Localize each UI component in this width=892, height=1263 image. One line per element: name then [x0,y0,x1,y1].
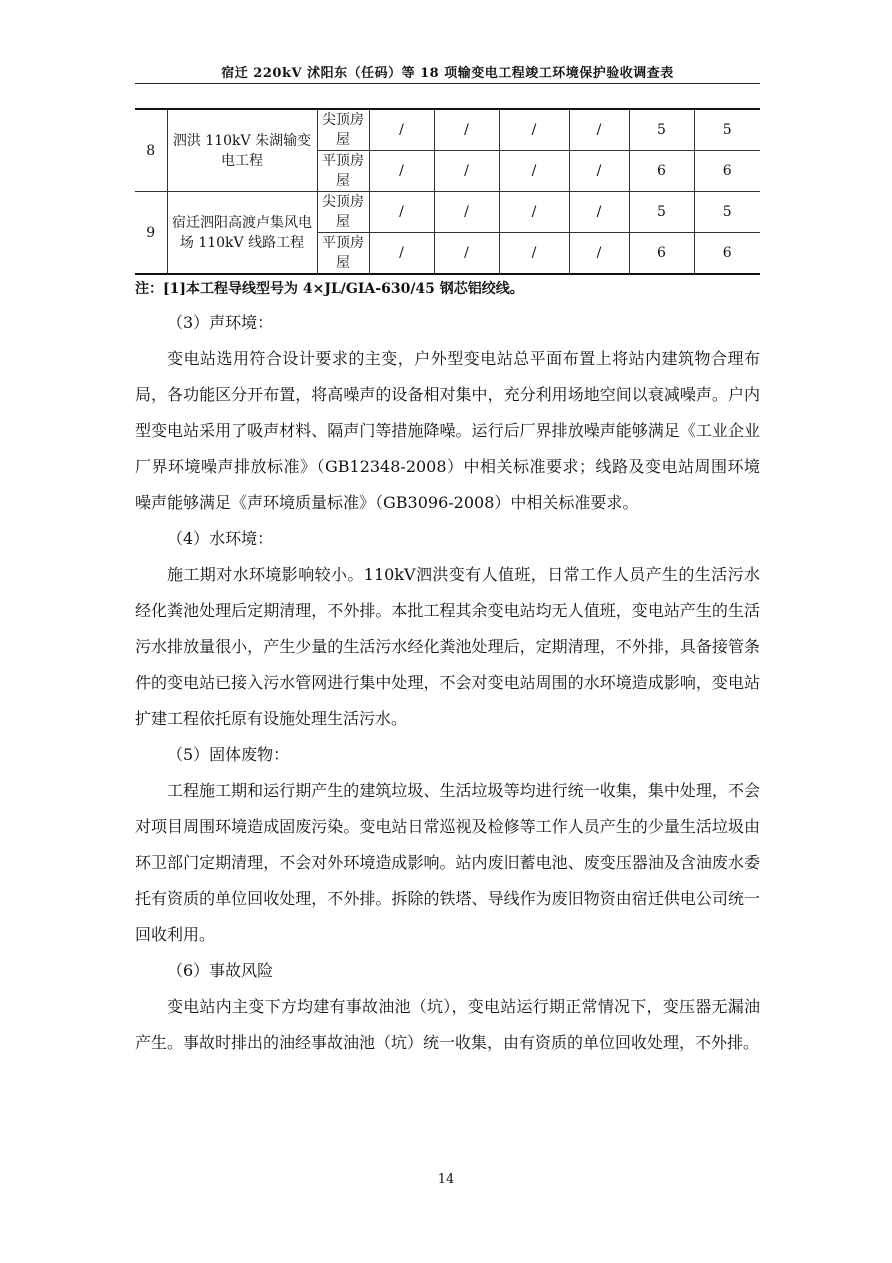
sound-heading: （3）声环境： [167,313,274,332]
table-cell: 6 [694,151,760,192]
building-type: 平顶房屋 [317,233,369,275]
table-cell: 5 [694,109,760,151]
table-cell: / [434,192,499,233]
document-body [135,305,760,1061]
project-name: 宿迁泗阳高渡卢集风电场 110kV 线路工程 [167,192,317,275]
table-cell: / [434,151,499,192]
building-type: 尖顶房屋 [317,109,369,151]
table-row [135,192,760,233]
table-cell: 6 [694,233,760,275]
water-heading: （4）水环境： [167,529,274,548]
table-cell: / [499,192,569,233]
header-rule [135,83,760,84]
table-cell: / [569,192,629,233]
building-type: 尖顶房屋 [317,192,369,233]
table-cell: / [569,233,629,275]
table-cell: / [499,109,569,151]
project-name: 泗洪 110kV 朱湖输变电工程 [167,109,317,192]
table-cell: 5 [629,192,694,233]
results-table [135,108,760,275]
table-cell: / [434,233,499,275]
row-number: 8 [135,109,167,192]
page-header: 宿迁 220kV 沭阳东（任码）等 18 项输变电工程竣工环境保护验收调查表 [221,66,674,81]
table-cell: 5 [694,192,760,233]
table-cell: / [369,233,434,275]
table-cell: / [369,109,434,151]
water-paragraph: 施工期对水环境影响较小。110kV泗洪变有人值班，日常工作人员产生的生活污水经化粪池处理后定期清理，不外排。本批工程其余变电站均无人值班，变电站产生的生活污水排放量很小，产生少量的生活污水经化粪池处理后，定期清理，不外排，具备接管条件的变电站已接入污水管网进行集中处理，不会对变电站周围的水环境造成影响，变电站扩建工程依托原有设施处理生活污水。 [135,565,760,728]
table-cell: / [499,151,569,192]
table-note: 注：[1]本工程导线型号为 4×JL/GIA-630/45 钢芯铝绞线。 [135,281,524,297]
solid-waste-paragraph: 工程施工期和运行期产生的建筑垃圾、生活垃圾等均进行统一收集，集中处理，不会对项目周围环境造成固废污染。变电站日常巡视及检修等工作人员产生的少量生活垃圾由环卫部门定期清理，不会对外环境造成影响。站内废旧蓄电池、废变压器油及含油废水委托有资质的单位回收处理，不外排。拆除的铁塔、导线作为废旧物资由宿迁供电公司统一回收利用。 [135,781,760,944]
table-cell: 6 [629,233,694,275]
solid-waste-heading: （5）固体废物： [167,745,290,764]
table-cell: / [569,151,629,192]
table-cell: 6 [629,151,694,192]
table-cell: / [369,151,434,192]
table-cell: / [434,109,499,151]
building-type: 平顶房屋 [317,151,369,192]
row-number: 9 [135,192,167,275]
page-number: 14 [437,1172,455,1187]
table-row [135,109,760,151]
table-cell: 5 [629,109,694,151]
table-cell: / [499,233,569,275]
accident-risk-heading: （6）事故风险 [167,961,274,980]
sound-paragraph: 变电站选用符合设计要求的主变，户外型变电站总平面布置上将站内建筑物合理布局，各功能区分开布置，将高噪声的设备相对集中，充分利用场地空间以衰减噪声。户内型变电站采用了吸声材料、隔声门等措施降噪。运行后厂界排放噪声能够满足《工业企业厂界环境噪声排放标准》（GB12348-2008）中相关标准要求；线路及变电站周围环境噪声能够满足《声环境质量标准》（GB3096-2008）中相关标准要求。 [135,349,760,512]
accident-risk-paragraph: 变电站内主变下方均建有事故油池（坑），变电站运行期正常情况下，变压器无漏油产生。事故时排出的油经事故油池（坑）统一收集，由有资质的单位回收处理，不外排。 [135,997,760,1052]
table-cell: / [369,192,434,233]
table-cell: / [569,109,629,151]
